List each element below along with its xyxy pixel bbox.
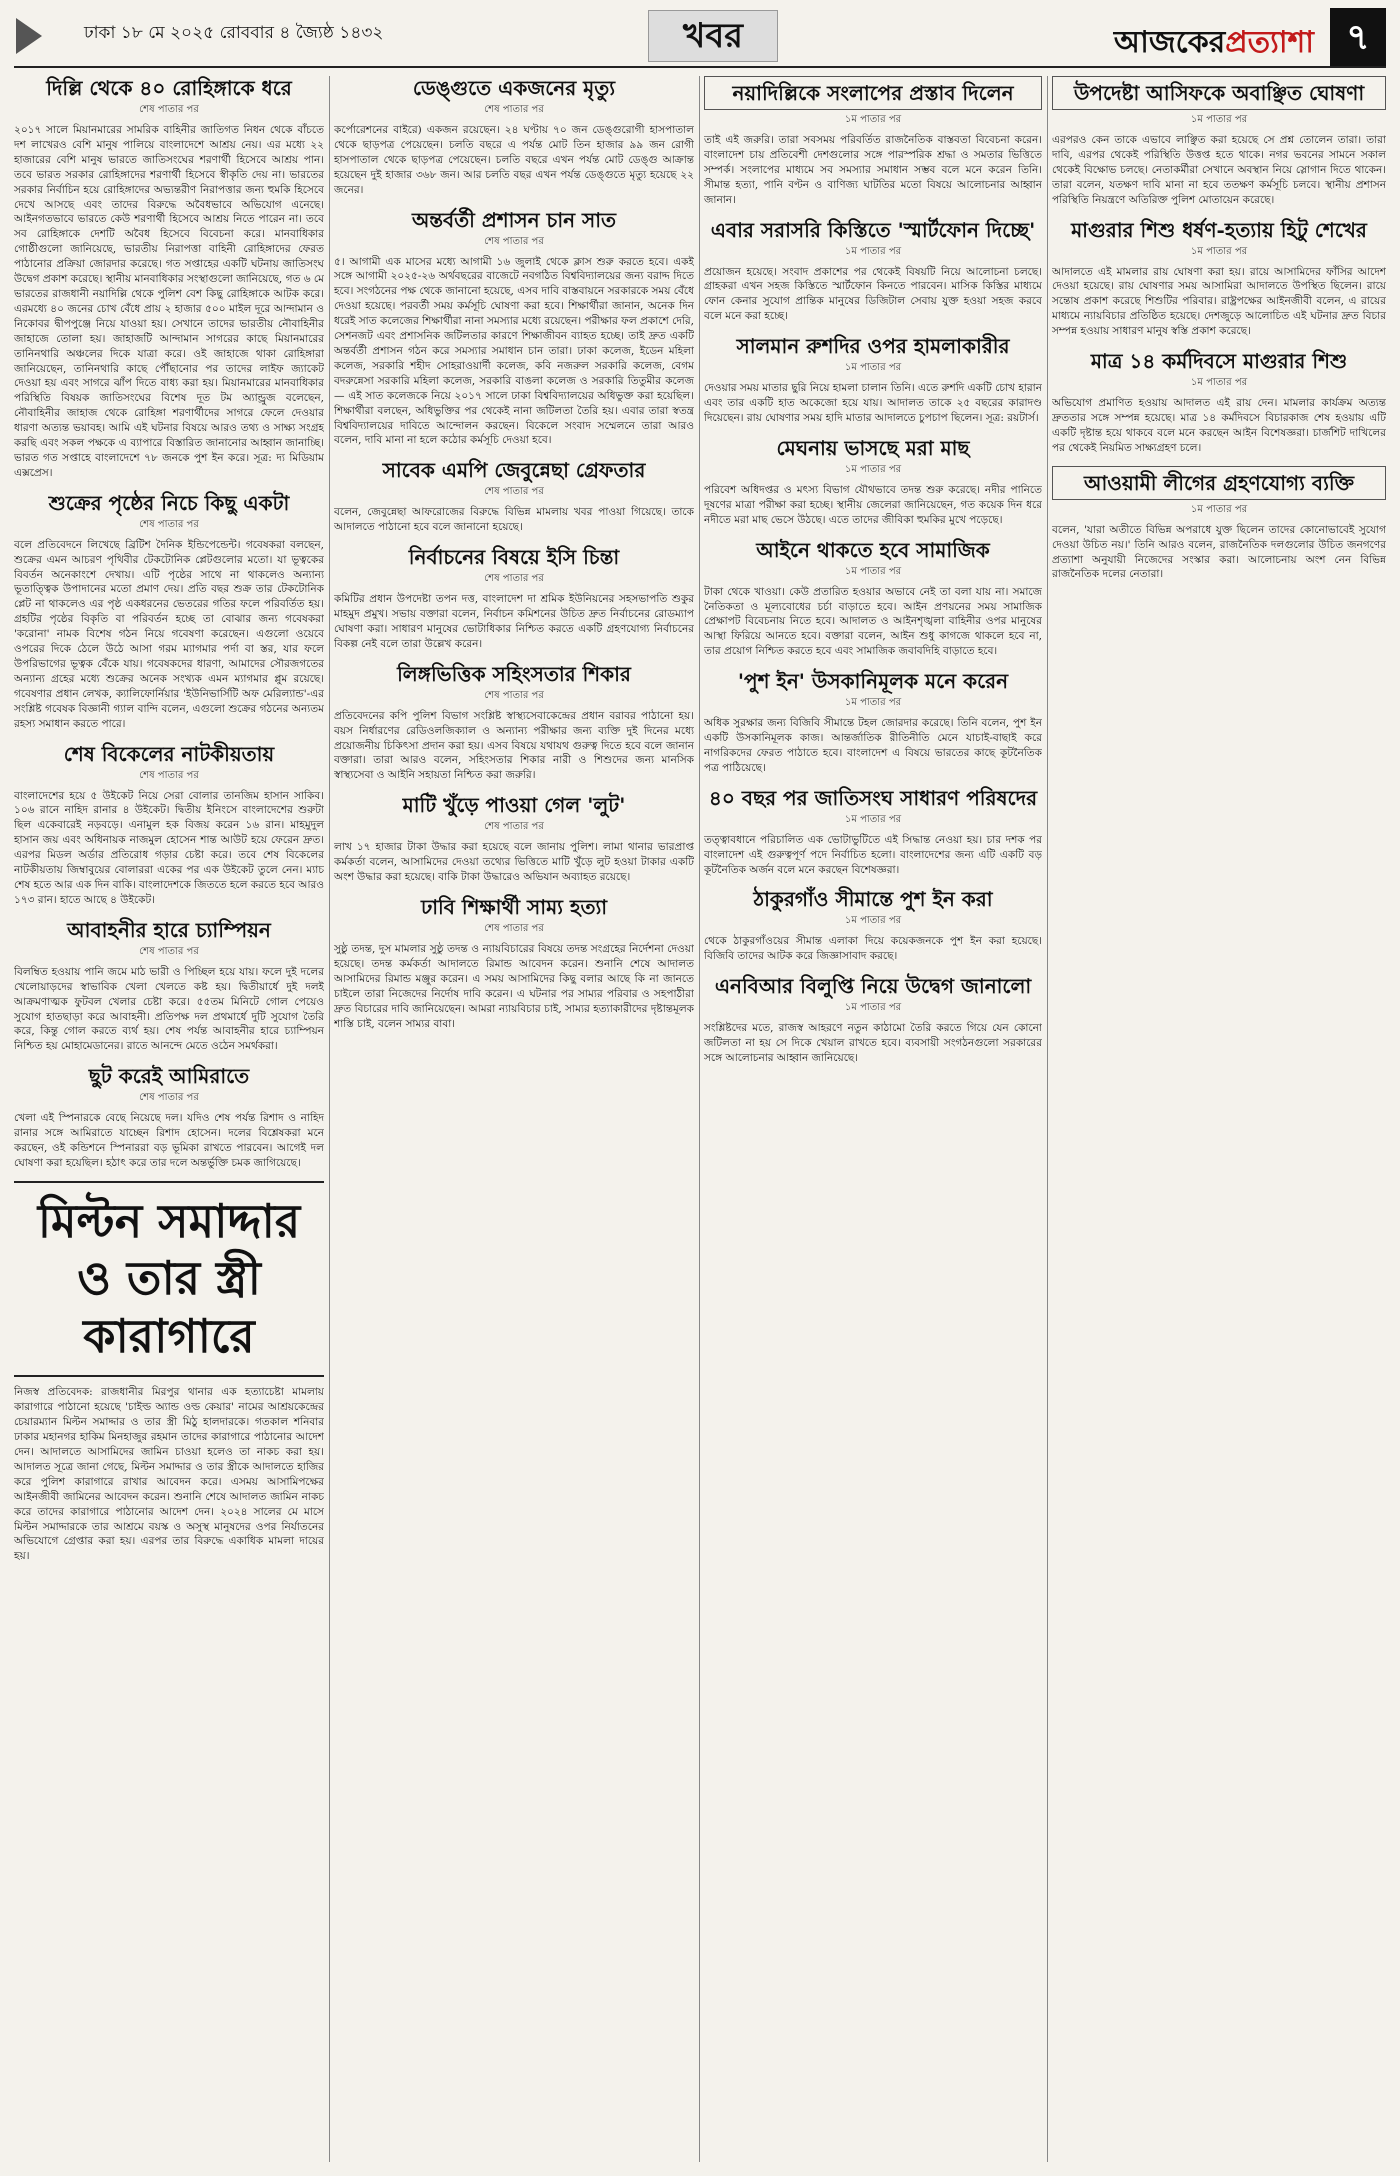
article-jump: শেষ পাতার পর [139, 945, 199, 957]
article-headline: শুক্রের পৃষ্ঠের নিচে কিছু একটা [48, 490, 290, 515]
article-body: বলেন, 'যারা অতীতে বিভিন্ন অপরাধে যুক্ত ছিলেন তাদের কোনোভাবেই সুযোগ দেওয়া উচিত নয়।' তিনি আরও বলেন, রাজনৈতিক দলগুলোর উচিত জনগণের প্রত্যাশা অনুযায়ী নিজেদের সংস্কার করা। আলোচনায় অংশ নেন বিভিন্ন রাজনৈতিক দলের নেতারা। [1052, 523, 1386, 581]
article-body: তাই এই জরুরি। তারা সবসময় পরিবর্তিত রাজনৈতিক বাস্তবতা বিবেচনা করেন। বাংলাদেশ চায় প্রতিবেশী দেশগুলোর সঙ্গে পারস্পরিক শ্রদ্ধা ও সমতার ভিত্তিতে সম্পর্ক। সংলাপের মাধ্যমে সব সমস্যার সমাধান সম্ভব বলে মনে করেন তিনি। সীমান্ত হত্যা, পানি বণ্টন ও বাণিজ্য ঘাটতির মতো বিষয়ে আলোচনার আহ্বান জানান। [704, 134, 1042, 206]
article-body: বলে প্রতিবেদনে লিখেছে ব্রিটিশ দৈনিক ইন্ডিপেন্ডেন্ট। গবেষকরা বলছেন, শুক্রের এমন আচরণ পৃথিবীর টেকটোনিক প্লেটগুলোর মতো। যা ভূত্বকের বিবর্তন অনেকাংশে দেখায়। এটি পৃষ্ঠের সাথে না থাকলেও অন্যান্য ভূতাত্ত্বিক উপাদানের মতো প্রমাণ দেয়। প্রতি বছর শুক্র তার টেকটোনিক প্লেট না থাকলেও এর পৃষ্ঠ একধরনের ভেতরের গতির ফলে পরিবর্তিত হয়। গ্রহটির পৃষ্ঠের বিকৃতি বা পরিবর্তন হচ্ছে তা বোঝার জন্য গবেষকরা 'করোনা' নামক বিশেষ গঠন নিয়ে গবেষণা করেছেন। এগুলো ওয়েবে ওপরের দিকে ঠেলে উঠে আসা গরম ম্যাগমার পর্দা বা স্তর, যার ফলে উপরিভাগের ভূত্বক বেঁকে যায়। গবেষকদের ধারণা, আমাদের সৌরজগতের অন্যান্য গ্রহের মধ্যে শুক্রের অনেক সংখ্যক এমন ম্যাগমার প্লুম রয়েছে। গবেষণার প্রধান লেখক, ক্যালিফোর্নিয়ার 'ইউনিভার্সিটি অফ মেরিল্যান্ড'-এর সংশ্লিষ্ট গবেষক বিজ্ঞানী গ্যাল বান্দি বলেন, এগুলো শুক্রের গঠনের অন্যতম রহস্য সমাধান করতে পারে। [14, 538, 324, 730]
article-jump: শেষ পাতার পর [139, 769, 199, 781]
article-headline: ছুট করেই আমিরাতে [88, 1064, 250, 1089]
article-body: কমিটির প্রধান উপদেষ্টা তপন দত্ত, বাংলাদেশ দা শ্রমিক ইউনিয়নের সহসভাপতি শুকুর মাহমুদ প্রমুখ। সভায় বক্তারা বলেন, নির্বাচন কমিশনের উচিত দ্রুত নির্বাচনের রোডম্যাপ ঘোষণা করা। সাধারণ মানুষের ভোটাধিকার নিশ্চিত করতে একটি গ্রহণযোগ্য নির্বাচনের বিকল্প নেই বলে তারা উল্লেখ করেন। [334, 593, 694, 650]
article-headline: মাটি খুঁড়ে পাওয়া গেল 'লুট' [402, 793, 626, 818]
masthead [14, 6, 1386, 68]
article-jump: ১ম পাতার পর [1190, 245, 1248, 257]
article-headline: মাগুরার শিশু ধর্ষণ-হত্যায় হিটু শেখের [1071, 217, 1367, 242]
article-jump: ১ম পাতার পর [844, 915, 902, 927]
article [334, 208, 694, 449]
article-jump: ১ম পাতার পর [844, 245, 902, 257]
article [704, 786, 1042, 878]
article-body: টাকা থেকে খাওয়া। কেউ প্রতারিত হওয়ার অভাবে নেই তা বলা যায় না। সমাজে নৈতিকতা ও মূল্যবোধের চর্চা বাড়াতে হবে। আইন প্রণয়নের সময় সামাজিক প্রেক্ষাপট বিবেচনায় নিতে হবে। আদালত ও আইনশৃঙ্খলা বাহিনীর ওপর মানুষের আস্থা ফিরিয়ে আনতে হবে। বক্তারা বলেন, আইন শুধু কাগজে থাকলে হবে না, তার প্রয়োগ নিশ্চিত করতে হবে এবং সামাজিক জবাবদিহি বাড়াতে হবে। [704, 585, 1042, 658]
column-1 [14, 76, 324, 2162]
article-headline: ঠাকুরগাঁও সীমান্তে পুশ ইন করা [753, 887, 993, 912]
article-headline: আইনে থাকতে হবে সামাজিক [756, 537, 990, 562]
article-body: ২০১৭ সালে মিয়ানমারের সামরিক বাহিনীর জাতিগত নিধন থেকে বাঁচতে দশ লাখেরও বেশি মানুষ পালিয়ে বাংলাদেশে আশ্রয় নেয়। এর মধ্যে ২২ হাজারের বেশি মানুষ ভারতে জাতিসংঘের শরণার্থী হিসেবে আশ্রয় পান। তবে ভারত সরকার রোহিঙ্গাদের শরণার্থী হিসেবে স্বীকৃতি দেয় না। ভারতের সরকার নির্বাচিন হয়ে রোহিঙ্গাদের অভ্যন্তরীণ নিরাপত্তার জন্য হুমকি হিসেবে দেখে আসছে এবং তাদের বিরুদ্ধে অবৈধভাবে অভিযোগ এনেছে। আইনগতভাবে ভারতে কেউ শরণার্থী হিসেবে আশ্রয় নিতে পারেন না। তবে সব রোহিঙ্গাকে দেশটি অবৈধ হিসেবে বিবেচনা করে। মানবাধিকার গোষ্ঠীগুলো জানিয়েছে, ভারতীয় নিরাপত্তা বাহিনী রোহিঙ্গাদের ফেরত পাঠানোর প্রক্রিয়া জোরদার করেছে। গত সপ্তাহের একটি ঘটনায় জাতিসংঘ উদ্বেগ প্রকাশ করেছে। স্থানীয় মানবাধিকার সংস্থাগুলো জানিয়েছে, গত ৬ মে ভারতের রাজধানী নয়াদিল্লি থেকে পুলিশ বেশ কিছু রোহিঙ্গাকে আটক করে। এরমধ্যে ৪০ জনের চোখ বেঁধে প্রায় ২ হাজার ৫০০ মাইল দূরে আন্দামান ও নিকোবর দ্বীপপুঞ্জে নিয়ে যাওয়া হয়। সেখানে তাদের ভারতীয় নৌবাহিনীর জাহাজে তোলা হয়। জাহাজটি আন্দামান সাগরের কাছে মিয়ানমারের তানিনথারি অঞ্চলের দিকে যাত্রা করে। ওই জাহাজে থাকা রোহিঙ্গারা জানিয়েছেন, তানিনথারি কাছে পৌঁছানোর পর তাদের লাইফ জ্যাকেট দেওয়া হয় এবং সাগরে ঝাঁপ দিতে বাধ্য করা হয়। মিয়ানমারের মানবাধিকার পরিস্থিতি বিষয়ক জাতিসংঘের বিশেষ দূত টম অ্যান্ড্রুজ বলেছেন, নৌবাহিনীর জাহাজ থেকে রোহিঙ্গা শরণার্থীদের সাগরে ফেলে দেওয়ার ধারণা অত্যন্ত ভয়াবহ। আমি এই ঘটনার বিষয়ে আরও তথ্য ও সাক্ষ্য সংগ্রহ করছি এবং সকল পক্ষকে এ ব্যাপারে বিস্তারিত জানানোর আহ্বান জানাচ্ছি। ভারত গত সপ্তাহে বাংলাদেশে ৭৮ জনকে পুশ ইন করে। সূত্র: দ্য মিডিয়াম এক্সপ্রেস। [14, 124, 324, 479]
article-headline: এবার সরাসরি কিস্তিতে 'স্মার্টফোন দিচ্ছে' [710, 217, 1036, 242]
column-divider [329, 76, 330, 2162]
article [704, 76, 1042, 208]
article-headline: মাত্র ১৪ কর্মদিবসে মাগুরার শিশু [1090, 349, 1348, 374]
article [14, 742, 324, 908]
article [14, 1181, 324, 1564]
article [704, 887, 1042, 964]
article [704, 334, 1042, 426]
article [14, 76, 324, 481]
article-body: খেলা এই স্পিনারকে বেছে নিয়েছে দল। যদিও শেষ পর্যন্ত রিশাদ ও নাহিদ রানার সঙ্গে আমিরাতে যাচ্ছেন রিশাদ হোসেন। দলের বিশ্লেষকরা মনে করছেন, ওই কন্ডিশনে স্পিনাররা বড় ভূমিকা রাখতে পারবেন। আগেই দল ঘোষণা করা হয়েছিল। হঠাৎ করে তার দলে অন্তর্ভুক্তি চমক জাগিয়েছে। [14, 1112, 324, 1169]
logo-part-b: প্রত্যাশা [1225, 25, 1314, 60]
article [704, 669, 1042, 776]
article-body: বলেন, জেবুন্নেছা আফরোজের বিরুদ্ধে বিভিন্ন মামলায় খবর পাওয়া গিয়েছে। তাকে আদালতে পাঠানো হবে বলে জানানো হয়েছে। [334, 506, 694, 534]
column-2 [334, 76, 694, 2162]
article-headline: অন্তর্বর্তী প্রশাসন চান সাত [411, 207, 617, 232]
column-3 [704, 76, 1042, 2162]
article-jump: ১ম পাতার পর [844, 463, 902, 475]
article-headline: আবাহনীর হারে চ্যাম্পিয়ন [67, 917, 271, 942]
article [334, 662, 694, 784]
article-jump: ১ম পাতার পর [844, 1002, 902, 1014]
article-jump: ১ম পাতার পর [844, 813, 902, 825]
article [1052, 349, 1386, 456]
article-headline: শেষ বিকেলের নাটকীয়তায় [63, 741, 275, 766]
article-headline: লিঙ্গভিত্তিক সহিংসতার শিকার [397, 661, 631, 686]
article [704, 538, 1042, 660]
logo-part-a: আজকের [1113, 25, 1226, 60]
article-body: সংশ্লিষ্টদের মতে, রাজস্ব আহরণে নতুন কাঠামো তৈরি করতে গিয়ে যেন কোনো জটিলতা না হয় সে দিকে খেয়াল রাখতে হবে। ব্যবসায়ী সংগঠনগুলো সরকারের সঙ্গে আলোচনার আহ্বান জানিয়েছে। [704, 1022, 1042, 1065]
article [334, 458, 694, 535]
article-jump: শেষ পাতার পর [139, 518, 199, 530]
article-body: বাংলাদেশের হয়ে ৫ উইকেট নিয়ে সেরা বোলার তানজিম হাসান সাকিব। ১০৬ রানে নাহিদ রানার ৪ উইকেট। দ্বিতীয় ইনিংসে বাংলাদেশের শুরুটা ছিল একেবারেই নড়বড়ে। এনামুল হক বিজয় করেন ১৬ রান। মাহমুদুল হাসান জয় এবং অধিনায়ক নাজমুল হোসেন শান্ত আউট হয়ে ফেরেন দ্রুত। এরপর মিডল অর্ডার প্রতিরোধ গড়ার চেষ্টা করে। তবে শেষ বিকেলের নাটকীয়তায় জিম্বাবুয়ের বোলাররা একের পর এক উইকেট তুলে নেন। ম্যাচ শেষ হতে আর এক দিন বাকি। বাংলাদেশকে জিততে হলে করতে হবে আরও ১৭৩ রান। হাতে আছে ৪ উইকেট। [14, 789, 324, 906]
article-jump: শেষ পাতার পর [484, 689, 544, 701]
article-body: অধিক সুরক্ষার জন্য বিজিবি সীমান্তে টহল জোরদার করেছে। তিনি বলেন, পুশ ইন একটি উসকানিমূলক কাজ। আন্তর্জাতিক রীতিনীতি মেনে যাচাই-বাছাই করে নাগরিকদের ফেরত পাঠাতে হবে। বাংলাদেশ এ বিষয়ে ভারতের কাছে কূটনৈতিক পত্র পাঠিয়েছে। [704, 717, 1042, 774]
article-body: অভিযোগ প্রমাণিত হওয়ায় আদালত এই রায় দেন। মামলার কার্যক্রম অত্যন্ত দ্রুততার সঙ্গে সম্পন্ন হয়েছে। মাত্র ১৪ কর্মদিবসে বিচারকাজ শেষ হওয়ায় এটি একটি দৃষ্টান্ত হয়ে থাকবে বলে মনে করছেন আইন বিশেষজ্ঞরা। চার্জশিট দাখিলের পর থেকেই নিয়মিত সাক্ষ্যগ্রহণ চলে। [1052, 397, 1386, 454]
article [14, 918, 324, 1054]
article [1052, 76, 1386, 208]
masthead-date: ঢাকা ১৮ মে ২০২৫ রোববার ৪ জ্যৈষ্ঠ ১৪৩২ [84, 23, 384, 43]
article [334, 793, 694, 885]
column-4 [1052, 76, 1386, 2162]
article-headline: মেঘনায় ভাসছে মরা মাছ [776, 435, 970, 460]
article-headline: ঢাবি শিক্ষার্থী সাম্য হত্যা [420, 895, 608, 919]
page-number: ৭ [1330, 8, 1386, 66]
page-arrow-icon [16, 18, 42, 54]
article-jump: ১ম পাতার পর [1190, 377, 1248, 389]
feature-headline: মিল্টন সমাদ্দার ও তার স্ত্রী কারাগারে [14, 1181, 324, 1378]
article-jump: শেষ পাতার পর [484, 235, 544, 247]
article-jump: ১ম পাতার পর [844, 114, 902, 125]
article-headline: দিল্লি থেকে ৪০ রোহিঙ্গাকে ধরে [46, 76, 292, 100]
article-headline: উপদেষ্টা আসিফকে অবাঞ্ছিত ঘোষণা [1052, 76, 1386, 110]
article-jump: শেষ পাতার পর [484, 104, 544, 115]
article-headline: ডেঙ্গুতে একজনের মৃত্যু [412, 76, 616, 100]
article-jump: শেষ পাতার পর [484, 573, 544, 585]
section-title: খবর [648, 10, 778, 62]
article [334, 895, 694, 1031]
article [1052, 466, 1386, 583]
article [14, 491, 324, 732]
article [704, 218, 1042, 325]
article [334, 545, 694, 652]
article-headline: নির্বাচনের বিষয়ে ইসি চিন্তা [408, 545, 620, 570]
article-body: লাখ ১৭ হাজার টাকা উদ্ধার করা হয়েছে বলে জানায় পুলিশ। লামা থানার ভারপ্রাপ্ত কর্মকর্তা বলেন, আসামিদের দেওয়া তথ্যের ভিত্তিতে মাটি খুঁড়ে লুট হওয়া টাকার একটি অংশ উদ্ধার করা হয়েছে। বাকি টাকা উদ্ধারেও অভিযান অব্যাহত রয়েছে। [334, 841, 694, 884]
article-body: প্রয়োজন হয়েছে। সংবাদ প্রকাশের পর থেকেই বিষয়টি নিয়ে আলোচনা চলছে। গ্রাহকরা এখন সহজ কিস্তিতে স্মার্টফোন কিনতে পারবেন। মাসিক কিস্তির মাধ্যমে ফোন কেনার সুযোগ প্রান্তিক মানুষের ডিজিটাল সেবায় যুক্ত হওয়া সহজ করবে বলে মনে করা হচ্ছে। [704, 265, 1042, 323]
article-jump: শেষ পাতার পর [139, 1092, 199, 1104]
article-headline: নয়াদিল্লিকে সংলাপের প্রস্তাব দিলেন [704, 76, 1042, 110]
article-jump: শেষ পাতার পর [139, 104, 199, 115]
article-jump: ১ম পাতার পর [844, 697, 902, 709]
article-body: এরপরও কেন তাকে এভাবে লাঞ্ছিত করা হয়েছে সে প্রশ্ন তোলেন তারা। তারা দাবি, এরপর থেকেই পরিস্থিতি উত্তপ্ত হতে থাকে। নগর ভবনের সামনে সকাল থেকেই বিক্ষোভ চলছে। নেতাকর্মীরা সেখানে অবস্থান নিয়ে স্লোগান দিতে থাকেন। তারা বলেন, যতক্ষণ দাবি মানা না হবে ততক্ষণ কর্মসূচি চলবে। স্থানীয় প্রশাসন পরিস্থিতি নিয়ন্ত্রণে অতিরিক্ত পুলিশ মোতায়েন করেছে। [1052, 134, 1386, 206]
newspaper-logo [1114, 18, 1314, 69]
article [704, 436, 1042, 528]
article-jump: ১ম পাতার পর [844, 565, 902, 577]
article-headline: আওয়ামী লীগের গ্রহণযোগ্য ব্যক্তি [1052, 466, 1386, 500]
article-jump: শেষ পাতার পর [484, 486, 544, 498]
article-jump: শেষ পাতার পর [484, 923, 544, 934]
article-body: তত্ত্বাবধানে পরিচালিত এক ভোটাভুটিতে এই সিদ্ধান্ত নেওয়া হয়। চার দশক পর বাংলাদেশ এই গুরুত্বপূর্ণ পদে নির্বাচিত হলো। বাংলাদেশের জন্য এটি একটি বড় কূটনৈতিক অর্জন বলে মনে করছেন বিশেষজ্ঞরা। [704, 833, 1042, 876]
article-body: ৫। আগামী এক মাসের মধ্যে আগামী ১৬ জুলাই থেকে ক্লাস শুরু করতে হবে। একই সঙ্গে আগামী ২০২৫-২৬ অর্থবছরের বাজেটে নবগঠিত বিশ্ববিদ্যালয়ের জন্য বরাদ্দ দিতে হবে। সংগঠনের পক্ষ থেকে জানানো হয়েছে, এসব দাবি বাস্তবায়নে সরকারকে সময় বেঁধে দেওয়া হয়েছে। পরবর্তী সময় কর্মসূচি ঘোষণা করা হবে। শিক্ষার্থীরা জানান, অনেক দিন ধরেই সাত কলেজের শিক্ষার্থীরা নানা সমস্যার মধ্যে রয়েছেন। পরীক্ষার ফল প্রকাশে দেরি, সেশনজট এবং প্রশাসনিক জটিলতার কারণে শিক্ষাজীবন ব্যাহত হচ্ছে। তাই দ্রুত একটি অন্তর্বর্তী প্রশাসন গঠন করে সমস্যার সমাধান চান তারা। ঢাকা কলেজ, ইডেন মহিলা কলেজ, সরকারি শহীদ সোহরাওয়ার্দী কলেজ, কবি নজরুল সরকারি কলেজ, বেগম বদরুন্নেসা সরকারি মহিলা কলেজ, সরকারি বাঙলা কলেজ ও সরকারি তিতুমীর কলেজ — এই সাত কলেজকে নিয়ে ২০১৭ সালে ঢাকা বিশ্ববিদ্যালয়ের অধিভুক্ত করা হয়েছিল। শিক্ষার্থীরা বলছেন, অধিভুক্তির পর থেকেই নানা জটিলতা তৈরি হয়। এবার তারা স্বতন্ত্র বিশ্ববিদ্যালয়ের দাবিতে আন্দোলন করছেন। বিকেলে সংবাদ সম্মেলনে তারা আরও বলেন, দাবি মানা না হলে কঠোর কর্মসূচি দেওয়া হবে। [334, 255, 694, 447]
article-body: বিলম্বিত হওয়ায় পানি জমে মাঠ ভারী ও পিচ্ছিল হয়ে যায়। ফলে দুই দলের খেলোয়াড়দের স্বাভাবিক খেলা খেলতে কষ্ট হয়। দ্বিতীয়ার্ধে দুই দলই আক্রমণাত্মক ফুটবল খেলার চেষ্টা করে। ৫৫তম মিনিটে গোল পেয়েও সুযোগ হাতছাড়া করে আবাহনী। প্রতিপক্ষ দল প্রথমার্ধে দুটি সুযোগ তৈরি করে, কিন্তু গোল করতে ব্যর্থ হয়। শেষ পর্যন্ত আবাহনীর হারে চ্যাম্পিয়ন নিশ্চিত হয় মোহামেডানের। রাতে আনন্দে মেতে ওঠেন সমর্থকরা। [14, 965, 324, 1053]
article-body: দেওয়ার সময় মাতার ছুরি নিয়ে হামলা চালান তিনি। এতে রুশদি একটি চোখ হারান এবং তার একটি হাত অকেজো হয়ে যায়। আদালত তাকে ২৫ বছরের কারাদণ্ড দিয়েছেন। রায় ঘোষণার সময় হাদি মাতার আদালতে চুপচাপ ছিলেন। সূত্র: রয়টার্স। [704, 382, 1042, 424]
article-headline: এনবিআর বিলুপ্তি নিয়ে উদ্বেগ জানালো [714, 974, 1032, 999]
article-body: নিজস্ব প্রতিবেদক: রাজধানীর মিরপুর থানার এক হত্যাচেষ্টা মামলায় কারাগারে পাঠানো হয়েছে 'চাইল্ড অ্যান্ড ওল্ড কেয়ার' নামের আশ্রয়কেন্দ্রের চেয়ারম্যান মিল্টন সমাদ্দার ও তার স্ত্রী মিঠু হালদারকে। গতকাল শনিবার ঢাকার মহানগর হাকিম মিনহাজুর রহমান তাদের কারাগারে পাঠানোর আদেশ দেন। আদালতে আসামিদের জামিন চাওয়া হলেও তা নাকচ করা হয়। আদালত সূত্রে জানা গেছে, মিল্টন সমাদ্দার ও তার স্ত্রীকে আদালতে হাজির করে পুলিশ কারাগারে রাখার আবেদন করে। এসময় আসামিপক্ষের আইনজীবী জামিনের আবেদন করেন। শুনানি শেষে আদালত জামিন নাকচ করে তাদের কারাগারে পাঠানোর আদেশ দেন। ২০২৪ সালের মে মাসে মিল্টন সমাদ্দারকে তার আশ্রমে বয়স্ক ও অসুস্থ মানুষদের ওপর নির্যাতনের অভিযোগে গ্রেপ্তার করা হয়। এরপর তার বিরুদ্ধে একাধিক মামলা দায়ের হয়। [14, 1386, 324, 1563]
article-jump: শেষ পাতার পর [484, 821, 544, 833]
article-headline: 'পুশ ইন' উসকানিমূলক মনে করেন [737, 669, 1009, 694]
article-body: থেকে ঠাকুরগাঁওয়ের সীমান্ত এলাকা দিয়ে কয়েকজনকে পুশ ইন করা হয়েছে। বিজিবি তাদের আটক করে জিজ্ঞাসাবাদ করছে। [704, 935, 1042, 963]
article [1052, 218, 1386, 340]
article-jump: ১ম পাতার পর [1190, 114, 1248, 125]
article-jump: ১ম পাতার পর [1190, 503, 1248, 515]
article-body: আদালতে এই মামলার রায় ঘোষণা করা হয়। রায়ে আসামিদের ফাঁসির আদেশ দেওয়া হয়েছে। রায় ঘোষণার সময় আসামিরা আদালতে উপস্থিত ছিলেন। রায়ে সন্তোষ প্রকাশ করেছে শিশুটির পরিবার। রাষ্ট্রপক্ষের আইনজীবী বলেন, এ রায়ের মাধ্যমে ন্যায়বিচার প্রতিষ্ঠিত হয়েছে। দেশজুড়ে আলোচিত এই ঘটনার দ্রুত বিচার সম্পন্ন হওয়ায় সাধারণ মানুষ স্বস্তি প্রকাশ করেছে। [1052, 265, 1386, 338]
column-divider [1047, 76, 1048, 2162]
article-headline: সালমান রুশদির ওপর হামলাকারীর [736, 334, 1010, 359]
article-body: প্রতিবেদনের কপি পুলিশ বিভাগ সংশ্লিষ্ট স্বাস্থ্যসেবাকেন্দ্রের প্রধান বরাবর পাঠানো হয়। বয়স নির্ধারণের রেডিওলজিক্যাল ও অন্যান্য পরীক্ষার জন্য ব্যক্তি দুই দিনের মধ্যে প্রয়োজনীয় চিকিৎসা প্রদান করা হয়। এসব বিষয়ে যথাযথ গুরুত্ব দিতে হবে বলে জানান বক্তারা। তারা আরও বলেন, সহিংসতার শিকার নারী ও শিশুদের জন্য মানসিক স্বাস্থ্যসেবা ও আইনি সহায়তা নিশ্চিত করা জরুরি। [334, 709, 694, 782]
article-body: কর্পোরেশনের বাইরে) একজন রয়েছেন। ২৪ ঘণ্টায় ৭০ জন ডেঙ্গুরোগী হাসপাতাল থেকে ছাড়পত্র পেয়েছেন। চলতি বছরে এ পর্যন্ত মোট তিন হাজার ৯৯ জন রোগী হাসপাতাল থেকে ছাড়পত্র পেয়েছেন। চলতি বছরে এখন পর্যন্ত মোট ডেঙ্গু আক্রান্ত হয়েছেন দুই হাজার ৩৬৮ জন। আর চলতি বছর এখন পর্যন্ত ডেঙ্গুতে মৃত্যু হয়েছে ২২ জনের। [334, 124, 694, 196]
article-jump: ১ম পাতার পর [844, 362, 902, 374]
article-headline: সাবেক এমপি জেবুন্নেছা গ্রেফতার [382, 458, 646, 483]
column-divider [699, 76, 700, 2162]
article [704, 974, 1042, 1066]
article [334, 76, 694, 198]
article-body: সুষ্ঠু তদন্ত, দুস মামলার সুষ্ঠু তদন্ত ও ন্যায়বিচারের বিষয়ে তদন্ত সংগ্রহের নির্দেশনা দেওয়া হয়েছে। তদন্ত কর্মকর্তা আদালতে রিমান্ড আবেদন করেন। শুনানি শেষে আদালত আসামিদের রিমান্ড মঞ্জুর করেন। এ সময় আসামিদের কিছু বলার আছে কি না জানতে চাইলে তারা নিজেদের নির্দোষ দাবি করেন। এ ঘটনার পর সাম্যর পরিবার ও সহপাঠীরা দ্রুত বিচারের দাবি জানিয়েছেন। আমরা ন্যায়বিচার চাই, সাম্যর হত্যাকারীদের দৃষ্টান্তমূলক শাস্তি চাই, বলেন সাম্যর বাবা। [334, 943, 694, 1030]
article-body: পরিবেশ অধিদপ্তর ও মৎস্য বিভাগ যৌথভাবে তদন্ত শুরু করেছে। নদীর পানিতে দূষণের মাত্রা পরীক্ষা করা হচ্ছে। স্থানীয় জেলেরা জানিয়েছেন, গত কয়েক দিন ধরে নদীতে মরা মাছ ভেসে উঠছে। এতে তাদের জীবিকা হুমকির মুখে পড়েছে। [704, 483, 1042, 526]
article-headline: ৪০ বছর পর জাতিসংঘ সাধারণ পরিষদের [708, 785, 1038, 810]
article [14, 1064, 324, 1171]
